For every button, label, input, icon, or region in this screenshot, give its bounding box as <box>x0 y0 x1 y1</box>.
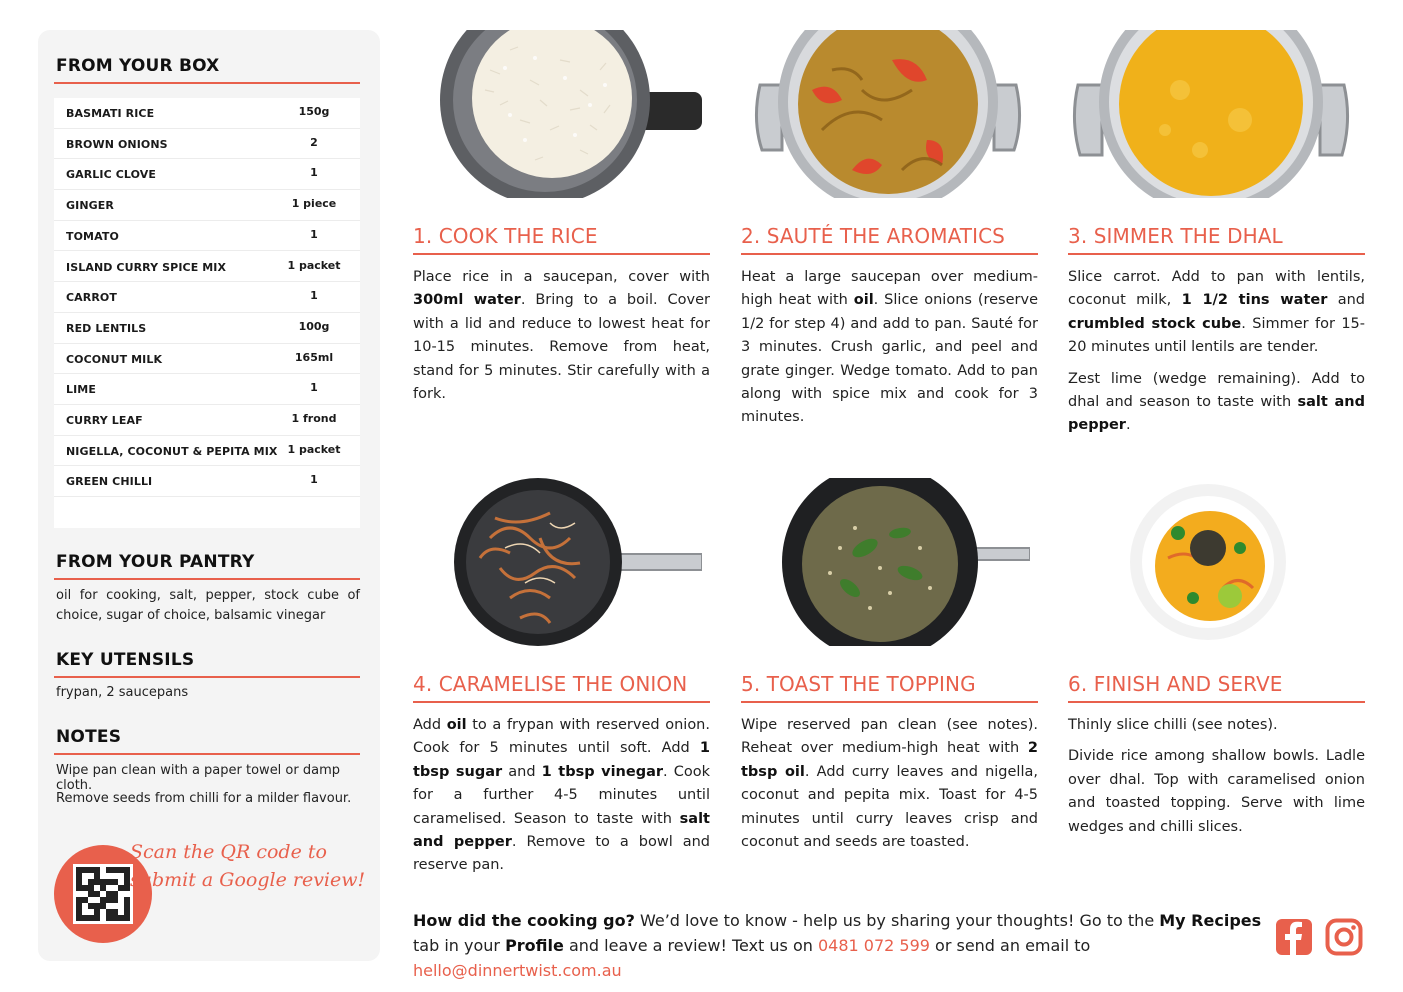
box-heading: FROM YOUR BOX <box>56 56 220 76</box>
ingredient-qty: 1 packet <box>287 442 341 456</box>
profile-link[interactable]: Profile <box>505 936 564 955</box>
ingredient-row <box>54 374 360 405</box>
step-paragraph: Heat a large saucepan over medium-high heat with oil. Slice onions (reserve 1/2 for step 4) and add to pan. Sauté for 3 minutes. Crush garlic, and peel and grate ginger. Wedge tomato. Add to pan along with spice mix and cook for 3 minutes. <box>741 269 1038 426</box>
footer-text: tab in your <box>413 936 506 955</box>
step-paragraph: Place rice in a saucepan, cover with 300ml water. Bring to a boil. Cover with a lid and reduce to lowest heat for 10-15 minutes. Remove from heat, stand for 5 minutes. Stir carefully with a fork. <box>413 269 710 403</box>
ingredient-row <box>54 129 360 160</box>
divider <box>1068 253 1365 255</box>
step-body <box>741 714 1038 854</box>
ingredient-name: GINGER <box>66 199 114 213</box>
step-title: 1. COOK THE RICE <box>413 224 598 248</box>
divider <box>54 753 360 755</box>
ingredient-name: GREEN CHILLI <box>66 475 153 489</box>
divider <box>413 701 710 703</box>
ingredient-qty: 1 <box>310 166 318 180</box>
divider <box>741 701 1038 703</box>
ingredient-qty: 1 <box>310 473 318 487</box>
divider <box>741 253 1038 255</box>
phone-link[interactable]: 0481 072 599 <box>817 936 930 955</box>
email-link[interactable]: hello@dinnertwist.com.au <box>413 961 622 980</box>
qr-call-to-action <box>130 838 365 894</box>
divider <box>54 676 360 678</box>
topping-frypan-photo <box>780 478 1030 646</box>
step-body <box>1068 714 1365 839</box>
dhal-pot-photo <box>1070 30 1352 198</box>
aromatics-pot-photo <box>752 30 1024 198</box>
feedback-footer <box>413 908 1263 983</box>
note-item: Wipe pan clean with a paper towel or damp cloth. <box>56 763 340 793</box>
ingredient-row <box>54 466 360 497</box>
ingredient-row <box>54 98 360 129</box>
qr-cta-line: Scan the QR code to <box>130 841 327 863</box>
ingredient-name: LIME <box>66 383 96 397</box>
step-body <box>413 266 710 406</box>
step-paragraph: Wipe reserved pan clean (see notes). Reheat over medium-high heat with 2 tbsp oil. Add curry leaves and nigella, coconut and pepita mix. Toast for 4-5 minutes until curry leaves crisp and coconut and seeds are toasted. <box>741 717 1038 851</box>
utensils-heading: KEY UTENSILS <box>56 650 195 670</box>
ingredient-name: ISLAND CURRY SPICE MIX <box>66 260 227 274</box>
step-paragraph: Divide rice among shallow bowls. Ladle over dhal. Top with caramelised onion and toasted topping. Serve with lime wedges and chilli slices. <box>1068 748 1365 835</box>
ingredient-row <box>54 221 360 252</box>
rice-pot-photo <box>440 30 702 198</box>
ingredient-name: COCONUT MILK <box>66 352 163 366</box>
ingredient-row <box>54 159 360 190</box>
ingredient-name: NIGELLA, COCONUT & PEPITA MIX <box>66 444 278 458</box>
ingredient-row <box>54 282 360 313</box>
step-title: 5. TOAST THE TOPPING <box>741 672 976 696</box>
ingredient-name: RED LENTILS <box>66 321 147 335</box>
ingredient-row <box>54 405 360 436</box>
ingredient-name: BASMATI RICE <box>66 107 155 120</box>
step-title: 4. CARAMELISE THE ONION <box>413 672 688 696</box>
ingredient-qty: 165ml <box>294 350 334 364</box>
ingredient-qty: 2 <box>310 135 318 149</box>
my-recipes-link[interactable]: My Recipes <box>1159 911 1262 930</box>
step-paragraph: Add oil to a frypan with reserved onion. Cook for 5 minutes until soft. Add 1 tbsp sugar and 1 tbsp vinegar. Cook for a further 4-5 minutes until caramelised. Season to taste with salt and pepper. Remove to a bowl and reserve pan. <box>413 717 711 874</box>
onion-frypan-photo <box>450 478 702 646</box>
ingredient-qty: 100g <box>298 319 330 333</box>
qr-cta-line: submit a Google review! <box>130 869 366 891</box>
ingredient-name: CARROT <box>66 291 117 305</box>
step-title: 6. FINISH AND SERVE <box>1068 672 1283 696</box>
ingredient-row <box>54 252 360 283</box>
step-paragraph: Zest lime (wedge remaining). Add to dhal and season to taste with salt and pepper. <box>1068 370 1365 434</box>
ingredient-qty: 1 <box>310 227 318 241</box>
divider <box>1068 701 1365 703</box>
ingredient-name: CURRY LEAF <box>66 414 143 427</box>
ingredient-qty: 1 frond <box>291 412 337 425</box>
ingredient-row <box>54 190 360 221</box>
step-body <box>1068 266 1365 438</box>
feedback-question: How did the cooking go? <box>413 911 635 930</box>
divider <box>413 253 710 255</box>
note-item: Remove seeds from chilli for a milder flavour. <box>56 791 352 806</box>
ingredient-qty: 1 piece <box>291 197 337 211</box>
served-bowl-photo <box>1128 478 1288 646</box>
ingredient-name: TOMATO <box>66 229 119 243</box>
ingredient-qty: 150g <box>298 105 330 118</box>
sidebar <box>38 30 380 961</box>
ingredient-name: BROWN ONIONS <box>66 137 168 151</box>
step-title: 3. SIMMER THE DHAL <box>1068 224 1283 248</box>
divider <box>54 578 360 580</box>
qr-code-icon[interactable] <box>73 864 133 924</box>
footer-text: We’d love to know - help us by sharing your thoughts! Go to the <box>634 911 1160 930</box>
pantry-text: oil for cooking, salt, pepper, stock cube of choice, sugar of choice, balsamic vinegar <box>56 588 360 623</box>
step-body <box>413 714 710 878</box>
facebook-icon[interactable] <box>1275 918 1313 956</box>
ingredient-qty: 1 <box>310 289 318 303</box>
ingredient-row <box>54 344 360 375</box>
notes-heading: NOTES <box>56 727 122 747</box>
step-title: 2. SAUTÉ THE AROMATICS <box>741 224 1005 248</box>
instagram-icon[interactable] <box>1325 918 1363 956</box>
footer-text: or send an email to <box>929 936 1091 955</box>
step-paragraph: Thinly slice chilli (see notes). <box>1068 717 1278 733</box>
step-paragraph: Slice carrot. Add to pan with lentils, coconut milk, 1 1/2 tins water and crumbled stock cube. Simmer for 15-20 minutes until lentils are tender. <box>1068 269 1366 356</box>
ingredients-table <box>54 98 360 528</box>
divider <box>54 82 360 84</box>
ingredient-name: GARLIC CLOVE <box>66 168 156 182</box>
ingredient-row <box>54 436 360 467</box>
step-body <box>741 266 1038 430</box>
ingredient-qty: 1 <box>310 381 318 395</box>
ingredient-qty: 1 packet <box>287 258 341 272</box>
utensils-text: frypan, 2 saucepans <box>56 685 189 700</box>
footer-text: and leave a review! Text us on <box>563 936 818 955</box>
pantry-heading: FROM YOUR PANTRY <box>56 552 255 572</box>
ingredient-row <box>54 313 360 344</box>
